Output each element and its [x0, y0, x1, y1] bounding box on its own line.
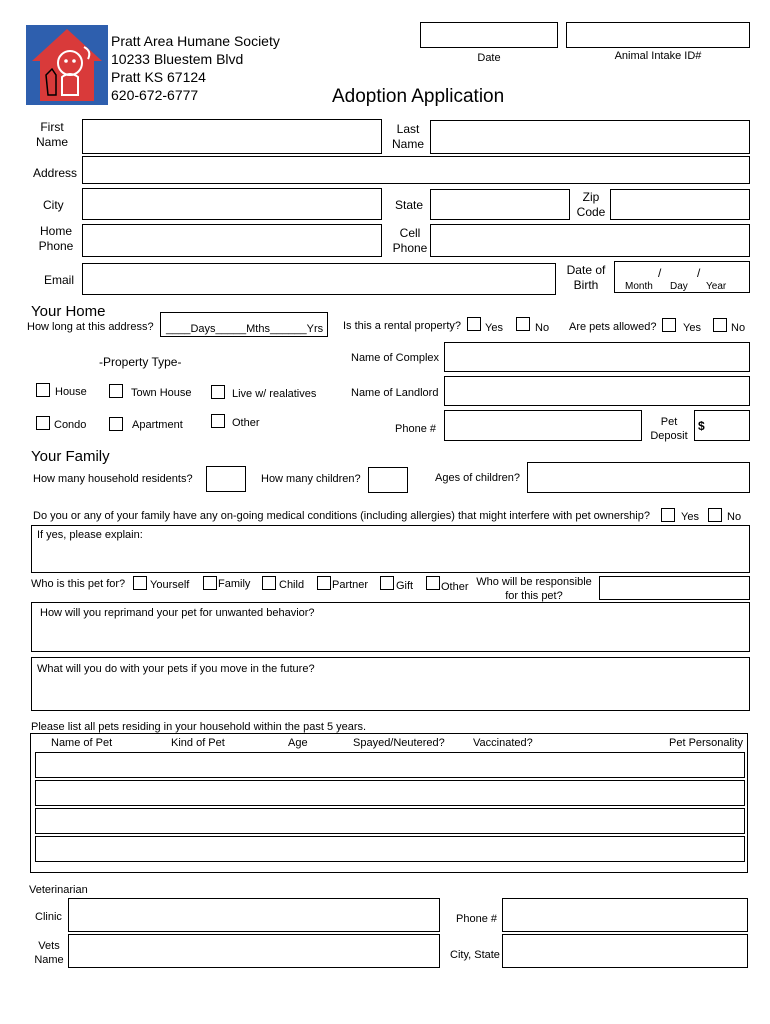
logo — [26, 25, 108, 105]
responsible-label: Who will be responsible for this pet? — [476, 576, 592, 602]
landlord-name-label: Name of Landlord — [351, 387, 439, 399]
children-input[interactable] — [368, 467, 408, 493]
intake-id-input[interactable] — [566, 22, 750, 48]
apartment-label: Apartment — [132, 419, 183, 431]
address-label: Address — [33, 166, 78, 180]
table-row[interactable] — [35, 780, 745, 806]
medical-explain-label: If yes, please explain: — [37, 529, 143, 541]
pets-allowed-no-checkbox[interactable] — [713, 318, 727, 332]
col-personality: Pet Personality — [669, 737, 743, 749]
dob-day-label: Day — [670, 281, 688, 292]
medical-yes-label: Yes — [681, 511, 699, 523]
cell-phone-input[interactable] — [430, 224, 750, 257]
other-who-label: Other — [441, 581, 469, 593]
org-city-state-zip: Pratt KS 67124 — [111, 69, 206, 85]
dollar-sign: $ — [698, 419, 705, 433]
col-vaccinated: Vaccinated? — [473, 737, 533, 749]
townhouse-label: Town House — [131, 387, 192, 399]
city-label: City — [43, 198, 64, 212]
apartment-checkbox[interactable] — [109, 417, 123, 431]
logo-house-icon — [26, 25, 108, 105]
child-label: Child — [279, 579, 305, 591]
dob-month-label: Month — [625, 281, 653, 292]
gift-checkbox[interactable] — [380, 576, 394, 590]
dob-slash-1: / — [658, 266, 662, 280]
vets-name-label: Vets Name — [34, 940, 64, 966]
condo-checkbox[interactable] — [36, 416, 50, 430]
first-name-input[interactable] — [82, 119, 382, 154]
move-label: What will you do with your pets if you move in the future? — [37, 663, 315, 675]
rental-yes-checkbox[interactable] — [467, 317, 481, 331]
relatives-label: Live w/ realatives — [232, 388, 317, 400]
landlord-phone-label: Phone # — [395, 423, 436, 435]
family-checkbox[interactable] — [203, 576, 217, 590]
dob-label: Date of Birth — [566, 263, 606, 292]
vets-name-input[interactable] — [68, 934, 440, 968]
other-who-checkbox[interactable] — [426, 576, 440, 590]
col-kind-of-pet: Kind of Pet — [171, 737, 225, 749]
family-label: Family — [218, 578, 251, 590]
clinic-label: Clinic — [35, 911, 62, 923]
yourself-label: Yourself — [150, 579, 190, 591]
rental-yes-label: Yes — [485, 322, 503, 334]
how-long-label: How long at this address? — [27, 321, 154, 333]
family-heading: Your Family — [31, 448, 110, 465]
complex-name-input[interactable] — [444, 342, 750, 372]
landlord-name-input[interactable] — [444, 376, 750, 406]
home-heading: Your Home — [31, 303, 106, 320]
intake-id-label: Animal Intake ID# — [614, 50, 702, 62]
pets-table — [30, 733, 748, 873]
pets-allowed-question: Are pets allowed? — [569, 321, 657, 333]
zip-input[interactable] — [610, 189, 750, 220]
email-label: Email — [44, 273, 75, 287]
address-input[interactable] — [82, 156, 750, 184]
last-name-label: Last Name — [392, 122, 425, 151]
email-input[interactable] — [82, 263, 556, 295]
yourself-checkbox[interactable] — [133, 576, 147, 590]
date-label: Date — [477, 52, 501, 64]
col-age: Age — [288, 737, 308, 749]
rental-no-checkbox[interactable] — [516, 317, 530, 331]
townhouse-checkbox[interactable] — [109, 384, 123, 398]
other-property-checkbox[interactable] — [211, 414, 225, 428]
other-property-label: Other — [232, 417, 260, 429]
page-title: Adoption Application — [332, 86, 505, 107]
condo-label: Condo — [54, 419, 87, 431]
pets-allowed-yes-checkbox[interactable] — [662, 318, 676, 332]
vet-phone-input[interactable] — [502, 898, 748, 932]
dob-slash-2: / — [697, 266, 701, 280]
table-row[interactable] — [35, 752, 745, 778]
partner-label: Partner — [332, 579, 369, 591]
vet-city-state-input[interactable] — [502, 934, 748, 968]
clinic-input[interactable] — [68, 898, 440, 932]
rental-no-label: No — [535, 322, 550, 334]
col-spayed: Spayed/Neutered? — [353, 737, 445, 749]
last-name-input[interactable] — [430, 120, 750, 154]
relatives-checkbox[interactable] — [211, 385, 225, 399]
children-label: How many children? — [261, 473, 361, 485]
children-ages-label: Ages of children? — [435, 472, 520, 484]
org-phone: 620-672-6777 — [111, 87, 199, 103]
medical-no-label: No — [727, 511, 742, 523]
pet-deposit-label: Pet Deposit — [650, 416, 688, 442]
col-name-of-pet: Name of Pet — [51, 737, 113, 749]
cell-phone-label: Cell Phone — [392, 226, 428, 255]
partner-checkbox[interactable] — [317, 576, 331, 590]
vet-city-state-label: City, State — [450, 949, 500, 961]
residents-label: How many household residents? — [33, 473, 193, 485]
residents-input[interactable] — [206, 466, 246, 492]
vet-phone-label: Phone # — [456, 913, 497, 925]
org-name: Pratt Area Humane Society — [111, 33, 280, 49]
property-type-label: -Property Type- — [99, 355, 182, 369]
state-label: State — [395, 198, 424, 212]
gift-label: Gift — [396, 580, 414, 592]
pets-allowed-yes-label: Yes — [683, 322, 701, 334]
child-checkbox[interactable] — [262, 576, 276, 590]
responsible-input[interactable] — [599, 576, 750, 600]
home-phone-label: Home Phone — [38, 224, 74, 253]
who-for-label: Who is this pet for? — [31, 578, 126, 590]
children-ages-input[interactable] — [527, 462, 750, 493]
first-name-label: First Name — [36, 120, 69, 149]
org-address: 10233 Bluestem Blvd — [111, 51, 244, 67]
house-checkbox[interactable] — [36, 383, 50, 397]
state-input[interactable] — [430, 189, 570, 220]
zip-label: Zip Code — [576, 190, 606, 219]
medical-question: Do you or any of your family have any on-going medical conditions (including allergies) that might interfere with pet ownership? — [33, 510, 650, 522]
reprimand-label: How will you reprimand your pet for unwanted behavior? — [40, 607, 315, 619]
pets-allowed-no-label: No — [731, 322, 746, 334]
veterinarian-heading: Veterinarian — [29, 884, 88, 896]
city-input[interactable] — [82, 188, 382, 220]
medical-yes-checkbox[interactable] — [661, 508, 675, 522]
dob-year-label: Year — [706, 281, 727, 292]
complex-name-label: Name of Complex — [351, 352, 440, 364]
table-row[interactable] — [35, 808, 745, 834]
medical-no-checkbox[interactable] — [708, 508, 722, 522]
rental-question: Is this a rental property? — [343, 320, 462, 332]
home-phone-input[interactable] — [82, 224, 382, 257]
date-input[interactable] — [420, 22, 558, 48]
pets-table-intro: Please list all pets residing in your household within the past 5 years. — [31, 721, 367, 733]
how-long-duration: ____Days_____Mths______Yrs — [166, 323, 324, 335]
table-row[interactable] — [35, 836, 745, 862]
house-label: House — [55, 386, 87, 398]
landlord-phone-input[interactable] — [444, 410, 642, 441]
